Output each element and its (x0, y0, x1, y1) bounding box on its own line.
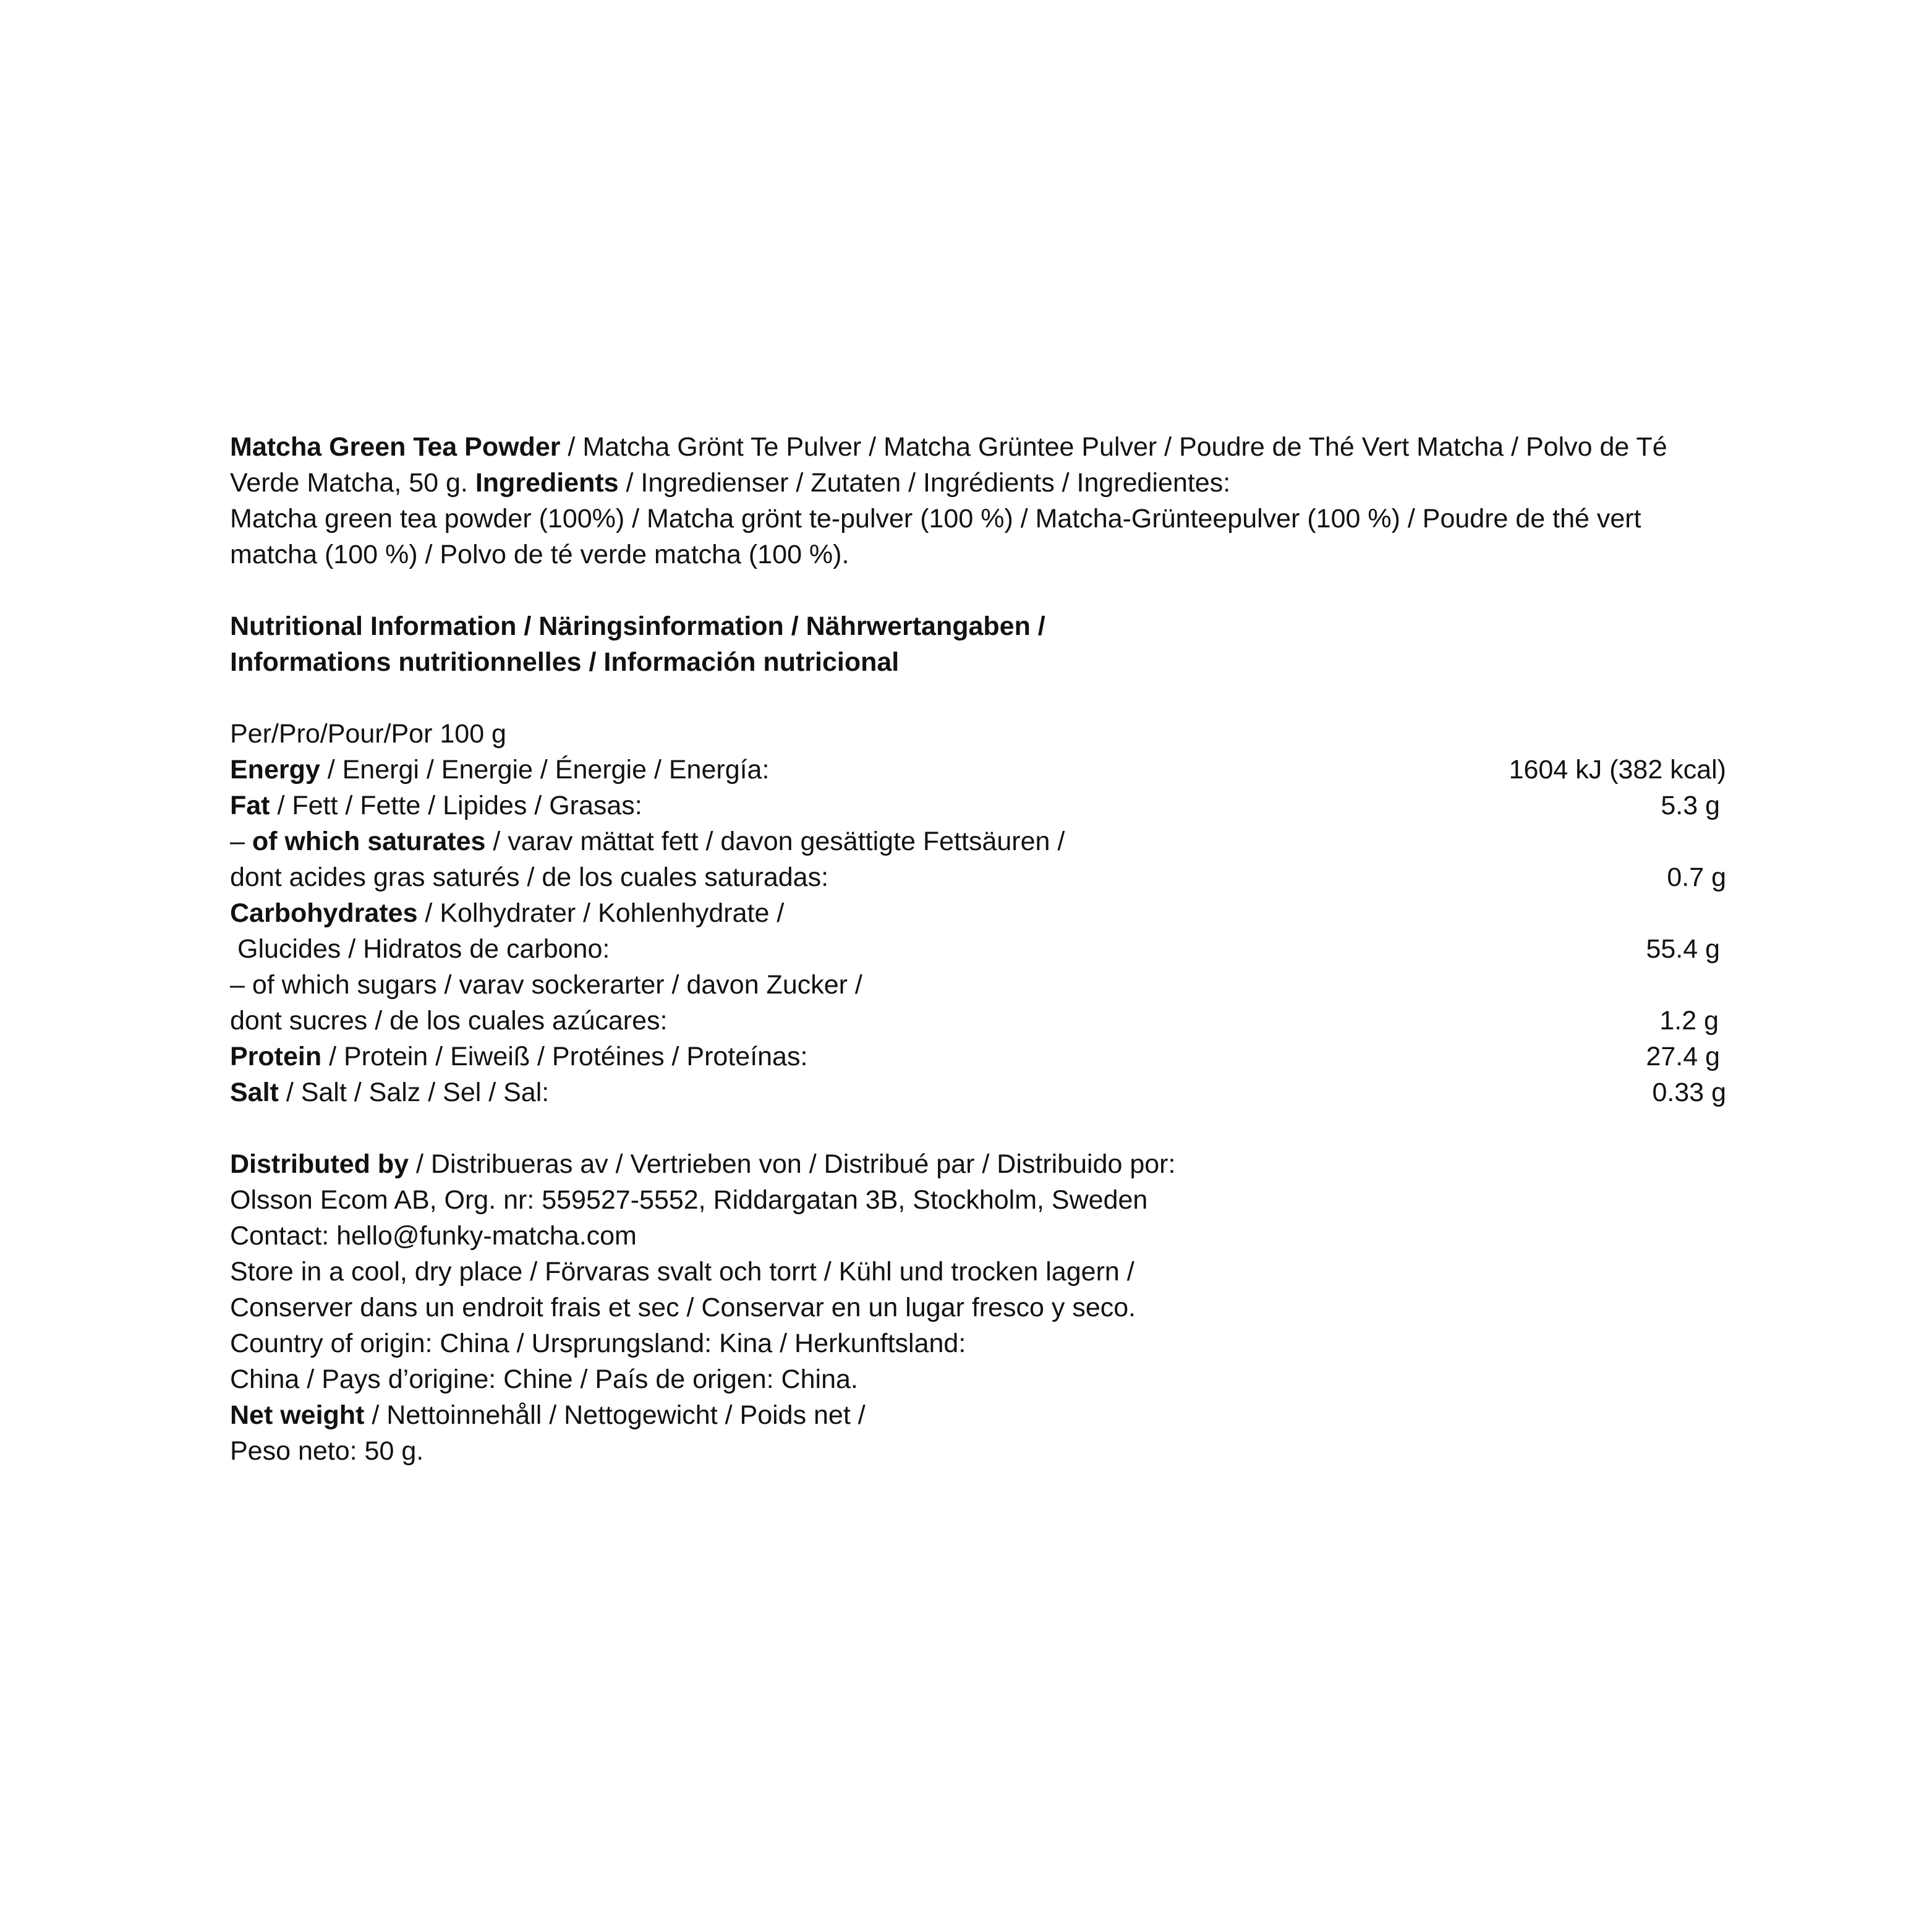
product-name: Matcha Green Tea Powder (230, 432, 561, 462)
ingredients-heading-translations: / Ingredienser / Zutaten / Ingrédients / Ingredientes: (618, 468, 1231, 498)
energy-label (230, 752, 769, 788)
energy-value: 1604 kJ (382 kcal) (1509, 755, 1726, 785)
nutrition-row-sugars-line1 (230, 967, 1726, 1003)
sugars-label-line2: dont sucres / de los cuales azúcares: (230, 1006, 668, 1036)
net-weight-translations: / Nettoinnehåll / Nettogewicht / Poids net / (364, 1400, 866, 1430)
nutrition-row-salt (230, 1075, 1726, 1110)
fat-value: 5.3 g (1661, 791, 1720, 820)
sugars-label: – of which sugars / varav sockerarter / davon Zucker / (230, 970, 862, 1000)
energy-label-bold: Energy (230, 755, 320, 785)
carbs-label (230, 895, 784, 931)
product-label (230, 429, 1726, 1469)
nutrition-heading-line2 (230, 644, 1726, 680)
nutrition-row-carbs-line2 (230, 931, 1726, 967)
contact-email: Contact: hello@funky-matcha.com (230, 1221, 637, 1251)
origin-line2: China / Pays d’origine: Chine / País de origen: China. (230, 1364, 858, 1394)
per-100g: Per/Pro/Pour/Por 100 g (230, 719, 506, 749)
salt-value: 0.33 g (1652, 1078, 1726, 1107)
saturates-label-line2: dont acides gras saturés / de los cuales saturadas: (230, 862, 829, 892)
storage-line1: Store in a cool, dry place / Förvaras svalt och torrt / Kühl und trocken lagern / (230, 1257, 1134, 1287)
nutrition-row-carbs-line1 (230, 895, 1726, 931)
net-weight (230, 1397, 1726, 1433)
distributed-by-translations: / Distribueras av / Vertrieben von / Distribué par / Distribuido por: (409, 1149, 1176, 1179)
carbs-label-line2: Glucides / Hidratos de carbono: (237, 934, 610, 964)
sugars-value: 1.2 g (1659, 1006, 1719, 1036)
protein-label-translations: / Protein / Eiweiß / Protéines / Proteínas: (321, 1042, 808, 1071)
saturates-value: 0.7 g (1667, 862, 1726, 892)
net-weight-line2: Peso neto: 50 g. (230, 1436, 424, 1466)
product-intro (230, 429, 1726, 501)
protein-value: 27.4 g (1646, 1042, 1720, 1071)
salt-label-translations: / Salt / Salz / Sel / Sal: (278, 1078, 550, 1107)
energy-label-translations: / Energi / Energie / Énergie / Energía: (320, 755, 770, 785)
fat-label (230, 788, 642, 823)
carbs-label-translations: / Kolhydrater / Kohlenhydrate / (417, 898, 785, 928)
carbs-value: 55.4 g (1646, 934, 1720, 964)
nutrition-heading-line1 (230, 608, 1726, 644)
salt-label (230, 1075, 549, 1110)
carbs-label-bold: Carbohydrates (230, 898, 418, 928)
nutrition-row-sugars-line2 (230, 1003, 1726, 1039)
distributed-by-bold: Distributed by (230, 1149, 409, 1179)
saturates-label-translations: / varav mättat fett / davon gesättigte Fettsäuren / (485, 827, 1065, 856)
fat-label-translations: / Fett / Fette / Lipides / Grasas: (270, 791, 642, 820)
company-address: Olsson Ecom AB, Org. nr: 559527-5552, Riddargatan 3B, Stockholm, Sweden (230, 1185, 1148, 1215)
origin-line1: Country of origin: China / Ursprungsland: Kina / Herkunftsland: (230, 1329, 966, 1358)
ingredients-text: Matcha green tea powder (100%) / Matcha grönt te-pulver (100 %) / Matcha-Grünteepulver (100 %) / Poudre de thé vert matcha (100 %) / Polvo de té verde matcha (100 %). (230, 504, 1641, 569)
nutrition-heading-text-1: Nutritional Information / Näringsinformation / Nährwertangaben / (230, 611, 1045, 641)
ingredients-heading: Ingredients (475, 468, 619, 498)
nutrition-section (230, 608, 1726, 1110)
storage-line2: Conserver dans un endroit frais et sec / Conservar en un lugar fresco y seco. (230, 1293, 1136, 1322)
product-name-translations: / Matcha Grönt Te Pulver / Matcha Grüntee Pulver / Poudre de Thé Vert Matcha / Polvo de Té Verde Matcha, 50 g. (230, 432, 1667, 498)
distribution-section (230, 1146, 1726, 1469)
product-description (230, 429, 1726, 572)
saturates-label (230, 823, 1065, 859)
saturates-label-bold: of which saturates (252, 827, 486, 856)
nutrition-row-saturates-line2 (230, 859, 1726, 895)
protein-label (230, 1039, 807, 1075)
distributed-by (230, 1146, 1726, 1182)
nutrition-row-energy (230, 752, 1726, 788)
nutrition-row-saturates-line1 (230, 823, 1726, 859)
salt-label-bold: Salt (230, 1078, 279, 1107)
saturates-dash: – (230, 827, 252, 856)
nutrition-row-protein (230, 1039, 1726, 1075)
net-weight-bold: Net weight (230, 1400, 365, 1430)
fat-label-bold: Fat (230, 791, 270, 820)
nutrition-row-fat (230, 788, 1726, 823)
protein-label-bold: Protein (230, 1042, 322, 1071)
nutrition-heading-text-2: Informations nutritionnelles / Información nutricional (230, 647, 900, 677)
